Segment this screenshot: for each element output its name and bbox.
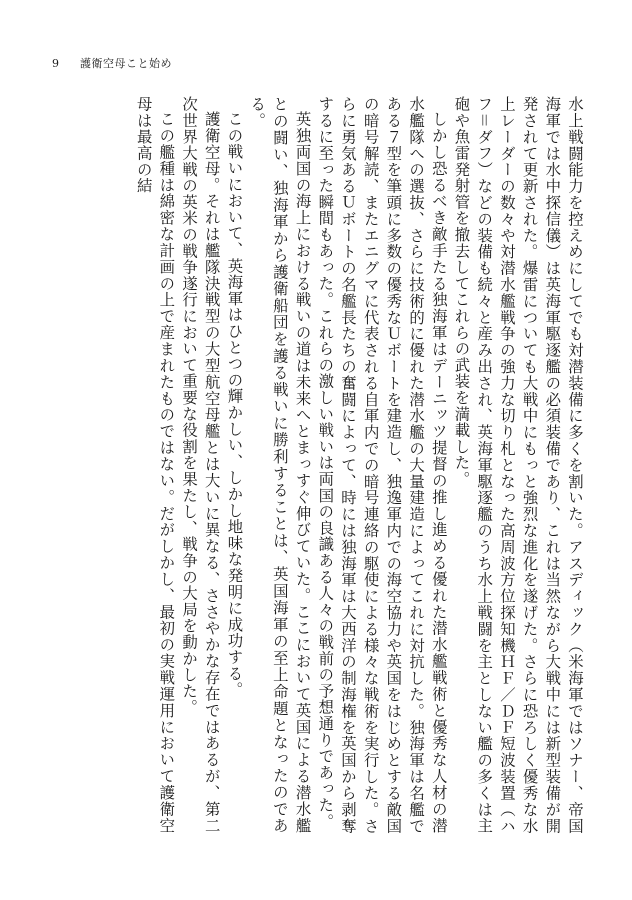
paragraph: 護衛空母。それは艦隊決戦型の大型航空母艦とは大いに異なる、ささやかな存在ではあるが、第二次世界大戦の英米の戦争遂行において重要な役割を果たし、戦争の大局を動かした。 xyxy=(180,96,221,834)
paragraph: 水上戦闘能力を控えめにしてでも対潜装備に多くを割いた。アスディック（米海軍ではソナー、帝国海軍では水中探信儀）は英海軍駆逐艦の必須装備であり、これは当然ながら大戦中には新型装備が開発されて更新された。爆雷についても大戦中にもっと強烈な進化を遂げた。さらに恐ろしく優秀な水上レーダーの数々や対潜水艦戦争の強力な切り札となった高周波方位探知機ＨＦ／ＤＦ短波装置（ハフ＝ダフ）などの装備も続々と産み出され、英海軍駆逐艦のうち水上戦闘を主としない艦の多くは主砲や魚雷発射管を撤去してこれらの武装を満載した。 xyxy=(452,96,584,834)
running-title: 護衛空母こと始め xyxy=(80,57,172,70)
paragraph: 英独両国の海上における戦いの道は未来へとまっすぐ伸びていた。ここにおいて英国による潜水艦との闘い、独海軍から護衛船団を護る戦いに勝利することは、英国海軍の至上命題となったのである。 xyxy=(248,96,312,834)
page-number: 9 xyxy=(52,57,60,70)
paragraph: この戦いにおいて、英海軍はひとつの輝かしい、しかし地味な発明に成功する。 xyxy=(225,111,244,699)
vertical-text-body xyxy=(132,96,586,834)
running-header xyxy=(52,57,172,71)
paragraph: この艦種は綿密な計画の上で産まれたものではない。だがしかし、最初の実戦運用において護衛空母は最高の結 xyxy=(134,96,176,834)
paragraph: しかし恐るべき敵手たる独海軍はデーニッツ提督の推し進める優れた潜水艦戦術と優秀な人材の潜水艦隊への選抜、さらに技術的に優れた潜水艦の大量建造によってこれに対抗した。独海軍は名艦である７型を筆頭に多数の優秀なＵボートを建造し、独逸軍内での海空協力や英国をはじめとする敵国の暗号解読、またエニグマに代表される自軍内での暗号連絡の駆使による様々な戦術を実行した。さらに勇気あるＵボートの名艦長たちの奮闘によって、時には独海軍は大西洋の制海権を英国から剥奪するに至った瞬間もあった。これらの激しい戦いは両国の良識ある人々の戦前の予想通りであった。 xyxy=(316,96,448,834)
